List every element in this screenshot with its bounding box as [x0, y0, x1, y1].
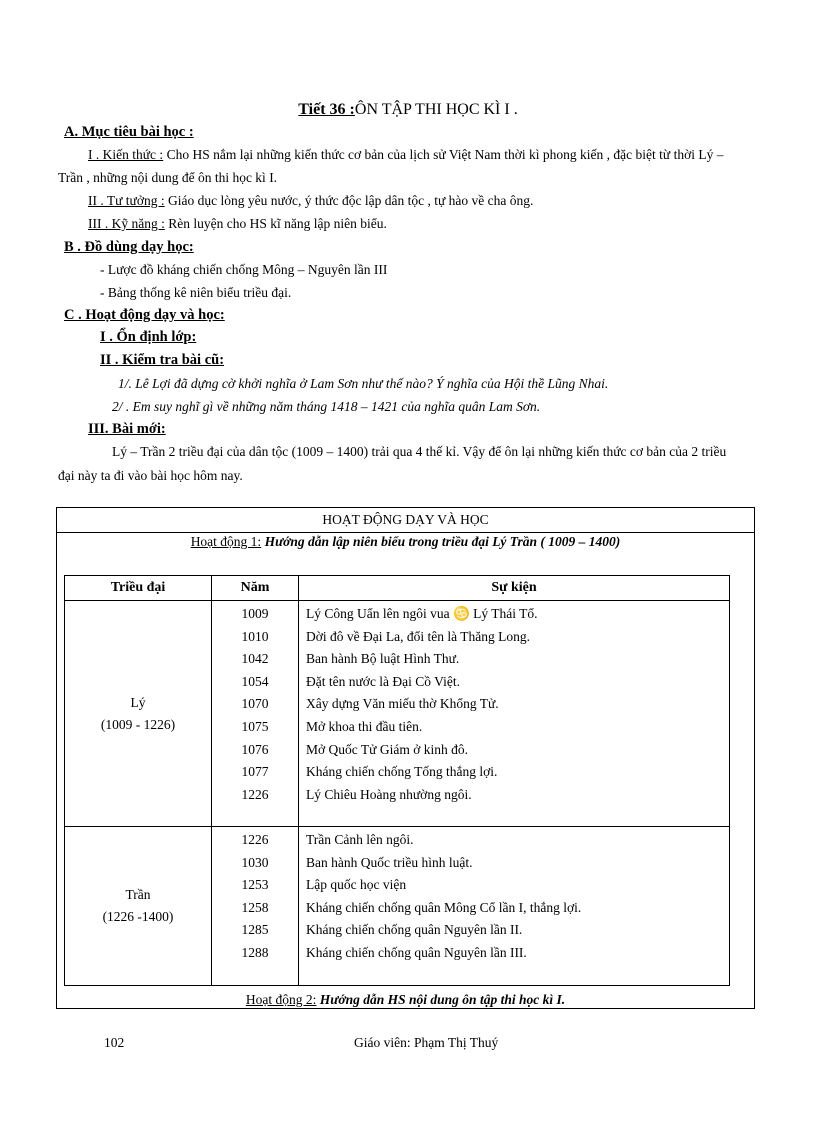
year-item: 1070	[241, 696, 269, 712]
event-item: Đặt tên nước là Đại Cồ Việt.	[306, 673, 460, 689]
dynasty-period: (1226 -1400)	[102, 909, 174, 924]
page-number: 102	[104, 1035, 125, 1050]
activity-2-text: Hướng dẫn HS nội dung ôn tập thi học kì I.	[319, 992, 566, 1007]
event-item: Kháng chiến chống Tống thắng lợi.	[306, 764, 498, 780]
event-item: Trần Cảnh lên ngôi.	[306, 832, 414, 847]
class-order-heading: I . Ổn định lớp:	[100, 329, 197, 345]
event-item: Xây dựng Văn miếu thờ Khổng Tử.	[306, 696, 499, 712]
year-item: 1285	[241, 922, 269, 938]
knowledge-label: I . Kiến thức :	[88, 147, 164, 162]
year-item: 1042	[241, 651, 269, 667]
activity-1	[57, 534, 754, 550]
event-item: Kháng chiến chống quân Nguyên lần III.	[306, 944, 527, 960]
header-dynasty: Triều đại	[65, 576, 212, 601]
event-item: Dời đô về Đại La, đổi tên là Thăng Long.	[306, 628, 530, 644]
dynasty-timeline-table	[64, 575, 730, 986]
knowledge-text-cont: Trần , những nội dung để ôn thi học kì I.	[58, 170, 278, 185]
attitude-text: Giáo dục lòng yêu nước, ý thức độc lập dân tộc , tự hào về cha ông.	[168, 193, 534, 208]
dynasty-period: (1009 - 1226)	[100, 716, 176, 732]
activity-header: HOẠT ĐỘNG DẠY VÀ HỌC	[57, 508, 754, 533]
years-cell-ly	[212, 601, 299, 827]
teacher-name: Giáo viên: Phạm Thị Thuý	[354, 1035, 499, 1050]
activity-1-text: Hướng dẫn lập niên biểu trong triều đại Lý Trần ( 1009 – 1400)	[264, 534, 621, 549]
section-b-heading: B . Đồ dùng dạy học:	[64, 239, 194, 255]
year-item: 1077	[241, 764, 269, 780]
year-item: 1076	[241, 741, 269, 757]
skills-label: III . Kỹ năng :	[88, 216, 165, 231]
table-header-row	[65, 576, 730, 601]
activity-1-label: Hoạt động 1:	[190, 534, 262, 549]
year-item: 1258	[241, 899, 269, 915]
page-title	[0, 101, 816, 119]
knowledge-text: Cho HS nắm lại những kiến thức cơ bản của lịch sử Việt Nam thời kì phong kiến , đặc biệt từ thời Lý –	[166, 147, 724, 162]
intro-text: Lý – Trần 2 triều đại của dân tộc (1009 – 1400) trải qua 4 thế kỉ. Vậy để ôn lại những kiến thức cơ bản của 2 triều	[112, 444, 727, 459]
event-item: Mở Quốc Tử Giám ở kinh đô.	[306, 741, 468, 757]
dynasty-cell-ly	[65, 601, 212, 827]
header-year: Năm	[212, 576, 299, 601]
dynasty-cell-tran	[65, 827, 212, 986]
lesson-number: Tiết 36 :	[298, 101, 355, 118]
section-c-heading: C . Hoạt động dạy và học:	[64, 307, 225, 323]
event-item: Mở khoa thi đầu tiên.	[306, 718, 423, 734]
intro-text-cont: đại này ta đi vào bài học hôm nay.	[58, 468, 243, 483]
event-item: Kháng chiến chống quân Nguyên lần II.	[306, 922, 523, 938]
table-row-ly	[65, 601, 730, 827]
table-row-tran	[65, 827, 730, 986]
lesson-title: ÔN TẬP THI HỌC KÌ I .	[354, 101, 518, 118]
event-item: Ban hành Bộ luật Hình Thư.	[306, 651, 460, 667]
year-item: 1010	[241, 628, 269, 644]
skills-line	[88, 216, 387, 232]
year-item: 1253	[241, 877, 269, 893]
attitude-label: II . Tư tưởng :	[88, 193, 165, 208]
events-cell-tran	[299, 827, 730, 986]
skills-text: Rèn luyện cho HS kĩ năng lập niên biểu.	[168, 216, 387, 231]
year-item: 1288	[241, 944, 269, 960]
review-question-1: 1/. Lê Lợi đã dựng cờ khởi nghĩa ở Lam Sơn như thế nào? Ý nghĩa của Hội thề Lũng Nhai.	[118, 376, 609, 391]
year-item: 1075	[241, 718, 269, 734]
events-cell-ly	[299, 601, 730, 827]
year-item: 1226	[241, 832, 269, 847]
review-heading: II . Kiểm tra bài cũ:	[100, 352, 225, 368]
years-cell-tran	[212, 827, 299, 986]
knowledge-line	[88, 147, 723, 163]
event-item: Lập quốc học viện	[306, 877, 407, 893]
activity-2-label: Hoạt động 2:	[245, 992, 317, 1007]
new-lesson-heading: III. Bài mới:	[88, 421, 166, 437]
year-item: 1226	[241, 786, 269, 802]
attitude-line	[88, 193, 533, 209]
dynasty-name: Trần	[125, 887, 151, 902]
section-a-heading: A. Mục tiêu bài học :	[64, 124, 194, 140]
year-item: 1009	[241, 606, 269, 621]
year-item: 1030	[241, 854, 269, 870]
dynasty-name: Lý	[130, 694, 146, 710]
event-item: Kháng chiến chống quân Mông Cổ lần I, thắng lợi.	[306, 899, 582, 915]
material-item-1: - Lược đồ kháng chiến chống Mông – Nguyên lần III	[100, 262, 388, 277]
year-item: 1054	[241, 673, 269, 689]
activity-2	[57, 992, 754, 1008]
event-item: Lý Công Uẩn lên ngôi vua ♋ Lý Thái Tổ.	[306, 606, 538, 621]
review-question-2: 2/ . Em suy nghĩ gì về những năm tháng 1418 – 1421 của nghĩa quân Lam Sơn.	[112, 399, 541, 414]
header-event: Sự kiện	[299, 576, 730, 601]
material-item-2: - Bảng thống kê niên biểu triều đại.	[100, 285, 292, 300]
event-item: Ban hành Quốc triều hình luật.	[306, 854, 473, 870]
event-item: Lý Chiêu Hoàng nhường ngôi.	[306, 786, 472, 802]
